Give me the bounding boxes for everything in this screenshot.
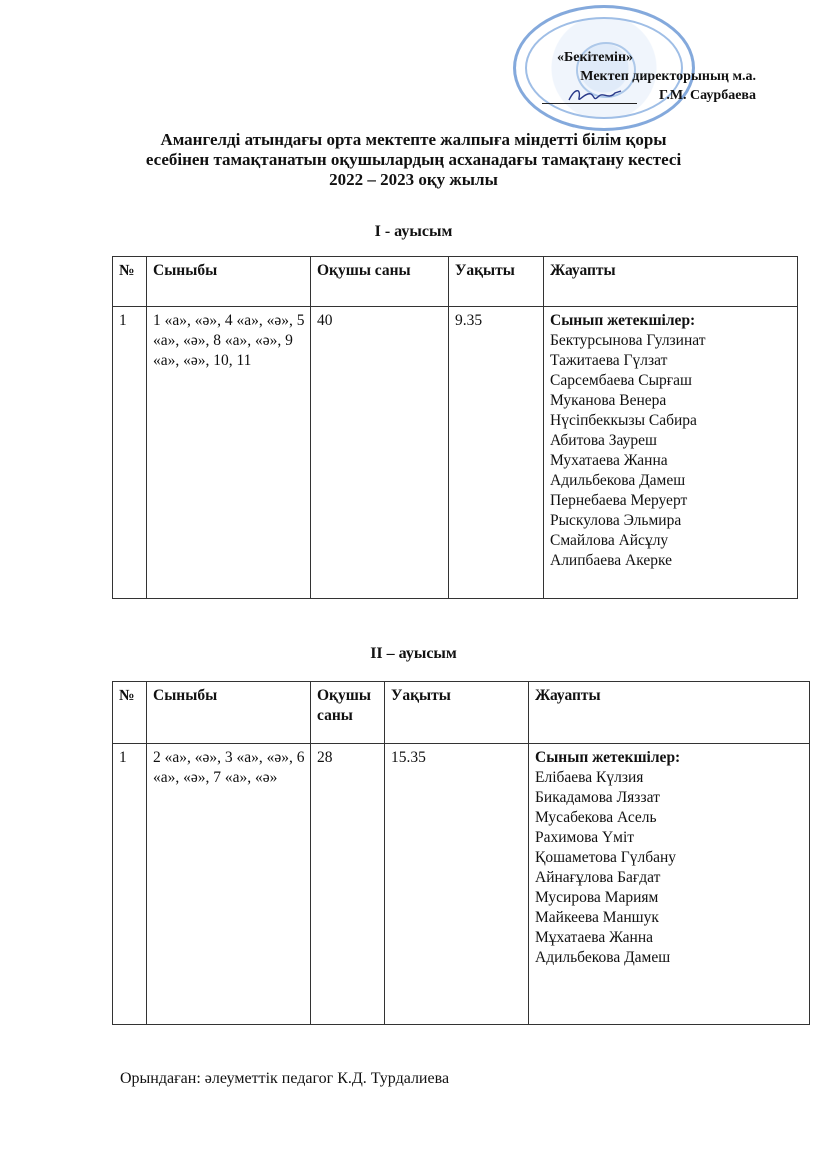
shift-1-title: I - ауысым: [374, 223, 453, 240]
teacher-name: Муканова Венера: [550, 392, 667, 409]
header-class: Сыныбы: [147, 257, 311, 307]
row-number: 1: [113, 744, 147, 1025]
row-responsible: [529, 744, 810, 1025]
teacher-name: Елібаева Күлзия: [535, 769, 644, 786]
row-student-count: 28: [311, 744, 385, 1025]
teacher-name: Майкеева Маншук: [535, 909, 659, 926]
header-responsible: Жауапты: [544, 257, 798, 307]
teacher-name: Мұхатаева Жанна: [535, 929, 653, 946]
approval-director-name: Г.М. Саурбаева: [658, 88, 756, 103]
row-number: 1: [113, 307, 147, 599]
table-row: [113, 744, 810, 1025]
teacher-name: Смайлова Айсұлу: [550, 532, 669, 549]
teacher-name: Мусабекова Асель: [535, 809, 657, 826]
teacher-name: Рахимова Үміт: [535, 829, 635, 846]
table-row: [113, 307, 798, 599]
teacher-name: Қошаметова Гүлбану: [535, 849, 677, 866]
table-header-row: [113, 682, 810, 744]
approval-position: Мектеп директорының м.а.: [580, 69, 756, 84]
teacher-name: Рыскулова Эльмира: [550, 512, 682, 529]
header-student-count: Оқушы саны: [311, 682, 385, 744]
teacher-name: Мусирова Мариям: [535, 889, 659, 906]
row-classes: 1 «а», «ә», 4 «а», «ә», 5 «а», «ә», 8 «а», «ә», 9 «а», «ә», 10, 11: [147, 307, 311, 599]
handwritten-signature: [565, 84, 625, 106]
teacher-name: Мухатаева Жанна: [550, 452, 668, 469]
header-time: Уақыты: [449, 257, 544, 307]
document-title: [100, 130, 727, 190]
header-number: №: [113, 257, 147, 307]
row-student-count: 40: [311, 307, 449, 599]
teacher-list: [535, 768, 804, 968]
header-time: Уақыты: [385, 682, 529, 744]
title-line-3: 2022 – 2023 оқу жылы: [329, 170, 498, 189]
responsible-title: Сынып жетекшілер:: [535, 749, 681, 766]
teacher-name: Алипбаева Акерке: [550, 552, 673, 569]
approval-heading: «Бекітемін»: [557, 50, 634, 65]
teacher-name: Нүсіпбеккызы Сабира: [550, 412, 697, 429]
shift-2-table: [112, 681, 810, 1025]
row-time: 9.35: [449, 307, 544, 599]
teacher-name: Абитова Зауреш: [550, 432, 657, 449]
teacher-name: Айнағұлова Бағдат: [535, 869, 661, 886]
row-time: 15.35: [385, 744, 529, 1025]
title-line-1: Амангелді атындағы орта мектепте жалпыға міндетті білім қоры: [160, 130, 667, 149]
table-header-row: [113, 257, 798, 307]
header-student-count: Оқушы саны: [311, 257, 449, 307]
teacher-list: [550, 331, 792, 571]
header-class: Сыныбы: [147, 682, 311, 744]
teacher-name: Адильбекова Дамеш: [550, 472, 686, 489]
teacher-name: Тажитаева Гүлзат: [550, 352, 668, 369]
shift-2-title: II – ауысым: [370, 645, 457, 662]
teacher-name: Пернебаева Меруерт: [550, 492, 688, 509]
row-classes: 2 «а», «ә», 3 «а», «ә», 6 «а», «ә», 7 «а», «ә»: [147, 744, 311, 1025]
title-line-2: есебінен тамақтанатын оқушылардың асханадағы тамақтану кестесі: [145, 150, 682, 169]
prepared-by-footer: Орындаған: әлеуметтік педагог К.Д. Турдалиева: [120, 1070, 450, 1087]
teacher-name: Сарсембаева Сырғаш: [550, 372, 692, 389]
teacher-name: Бикадамова Ляззат: [535, 789, 660, 806]
responsible-title: Сынып жетекшілер:: [550, 312, 696, 329]
teacher-name: Адильбекова Дамеш: [535, 949, 671, 966]
header-responsible: Жауапты: [529, 682, 810, 744]
shift-1-table: [112, 256, 798, 599]
teacher-name: Бектурсынова Гулзинат: [550, 332, 706, 349]
header-number: №: [113, 682, 147, 744]
row-responsible: [544, 307, 798, 599]
